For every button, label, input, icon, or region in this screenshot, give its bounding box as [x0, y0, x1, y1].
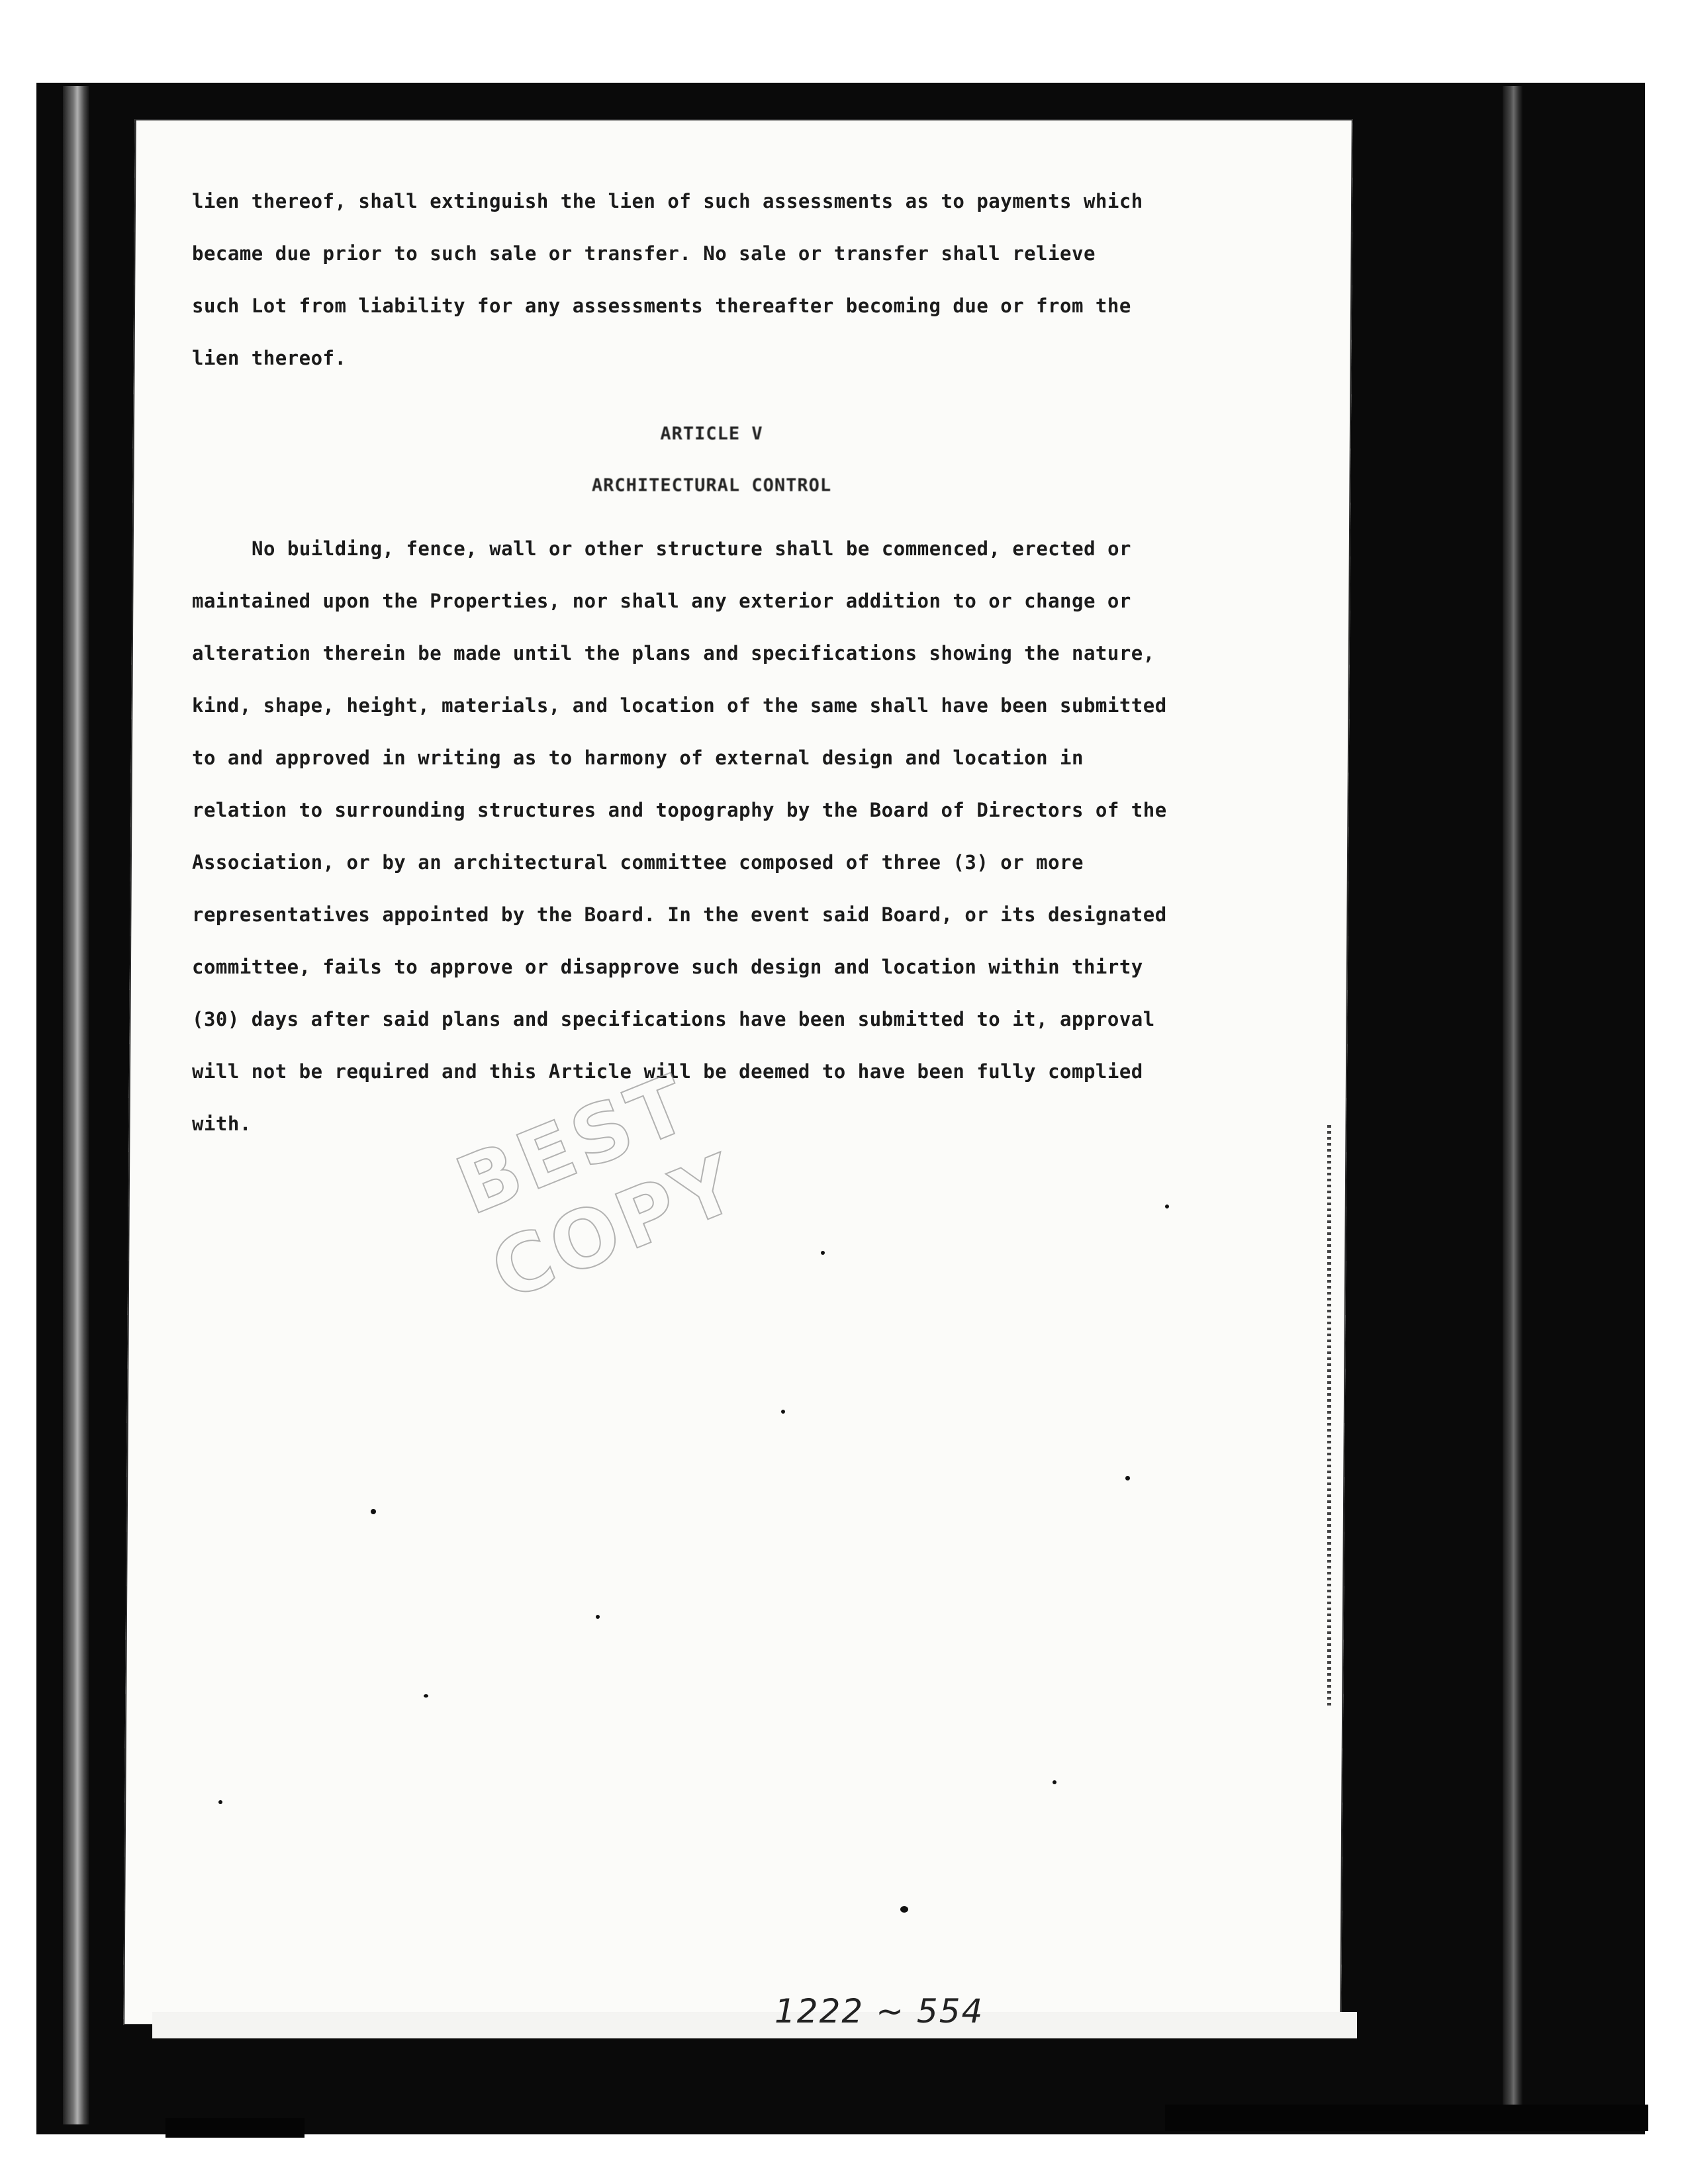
- text-line: alteration therein be made until the plans and specifications showing the nature,: [192, 642, 1155, 664]
- scan-speck: [781, 1410, 785, 1414]
- text-line: such Lot from liability for any assessments thereafter becoming due or from the: [192, 295, 1131, 317]
- scan-speck: [596, 1615, 600, 1619]
- scan-speck: [1053, 1780, 1056, 1784]
- text-line: lien thereof, shall extinguish the lien of such assessments as to payments which: [192, 190, 1143, 212]
- article-number: ARTICLE V: [660, 424, 763, 444]
- text-line: will not be required and this Article will be deemed to have been fully complied: [192, 1060, 1143, 1083]
- paragraph-lien: [192, 175, 1231, 385]
- scan-bottom-bar-right: [1165, 2105, 1648, 2131]
- scan-speck: [424, 1694, 428, 1698]
- scan-speck: [218, 1800, 222, 1804]
- document-page-bottom: [152, 2012, 1357, 2038]
- text-line: with.: [192, 1113, 252, 1135]
- text-line: to and approved in writing as to harmony of external design and location in: [192, 747, 1084, 769]
- scan-speck: [1125, 1476, 1130, 1480]
- scan-speck: [821, 1251, 825, 1255]
- text-line: committee, fails to approve or disapprove such design and location within thirty: [192, 956, 1143, 978]
- scan-speck: [900, 1906, 908, 1913]
- scan-speck: [1165, 1205, 1169, 1208]
- page-perforation: [1327, 1125, 1331, 1707]
- text-line: lien thereof.: [192, 347, 347, 369]
- book-page-reference: 1222 ~ 554: [774, 1992, 984, 2030]
- text-line: maintained upon the Properties, nor shall any exterior addition to or change or: [192, 590, 1131, 612]
- text-line: (30) days after said plans and specifications have been submitted to it, approval: [192, 1008, 1155, 1030]
- text-line: kind, shape, height, materials, and location of the same shall have been submitted: [192, 694, 1167, 717]
- text-line: Association, or by an architectural committee composed of three (3) or more: [192, 851, 1084, 874]
- article-title: ARCHITECTURAL CONTROL: [591, 475, 832, 496]
- text-line: became due prior to such sale or transfer. No sale or transfer shall relieve: [192, 242, 1096, 265]
- scan-speck: [371, 1509, 376, 1514]
- scan-edge-streak-right: [1503, 86, 1523, 2124]
- text-line: relation to surrounding structures and topography by the Board of Directors of the: [192, 799, 1167, 821]
- text-line: No building, fence, wall or other structure shall be commenced, erected or: [252, 537, 1132, 560]
- scan-bottom-bar-left: [165, 2118, 305, 2138]
- text-line: representatives appointed by the Board. In the event said Board, or its designated: [192, 903, 1167, 926]
- scan-edge-streak-left: [63, 86, 89, 2124]
- best-copy-stamp: BEST COPY: [444, 1057, 753, 1319]
